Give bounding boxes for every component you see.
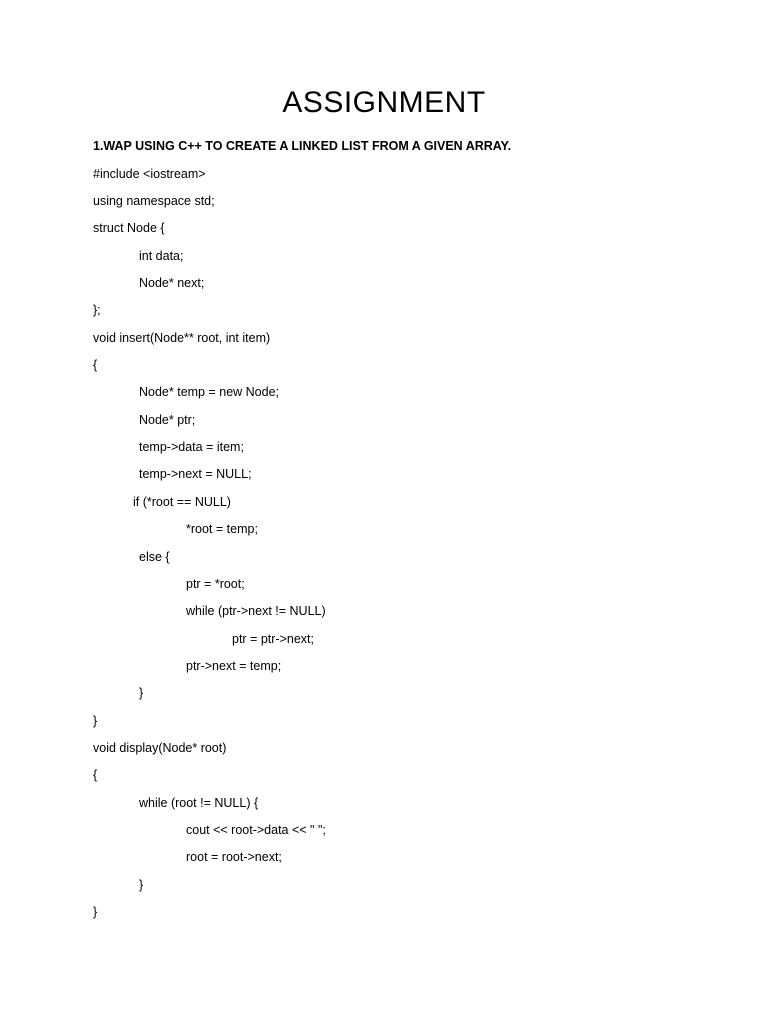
code-line: }; [93,303,101,317]
code-line: *root = temp; [186,522,258,536]
code-line: Node* temp = new Node; [139,385,280,399]
code-line: ptr = *root; [186,577,245,591]
code-line: Node* ptr; [139,413,196,427]
code-line: while (root != NULL) { [139,796,259,810]
code-line: void insert(Node** root, int item) [93,331,271,345]
code-line: temp->next = NULL; [139,467,252,481]
code-line: temp->data = item; [139,440,244,454]
code-line: int data; [139,249,184,263]
code-line: { [93,358,98,372]
code-line: if (*root == NULL) [133,495,231,509]
code-line: Node* next; [139,276,205,290]
question-heading: 1.WAP USING C++ TO CREATE A LINKED LIST FROM A GIVEN ARRAY. [93,139,512,153]
code-line: while (ptr->next != NULL) [186,604,326,618]
code-line: } [139,686,144,700]
code-line: { [93,768,98,782]
code-line: using namespace std; [93,194,215,208]
code-line: ptr->next = temp; [186,659,282,673]
code-line: } [139,878,144,892]
code-line: else { [139,550,170,564]
code-line: #include <iostream> [93,167,206,181]
code-line: void display(Node* root) [93,741,227,755]
document-title: ASSIGNMENT [282,86,486,119]
code-line: ptr = ptr->next; [232,632,314,646]
code-line: } [93,714,98,728]
code-line: root = root->next; [186,850,282,864]
code-line: } [93,905,98,919]
code-line: cout << root->data << " "; [186,823,326,837]
code-line: struct Node { [93,221,165,235]
